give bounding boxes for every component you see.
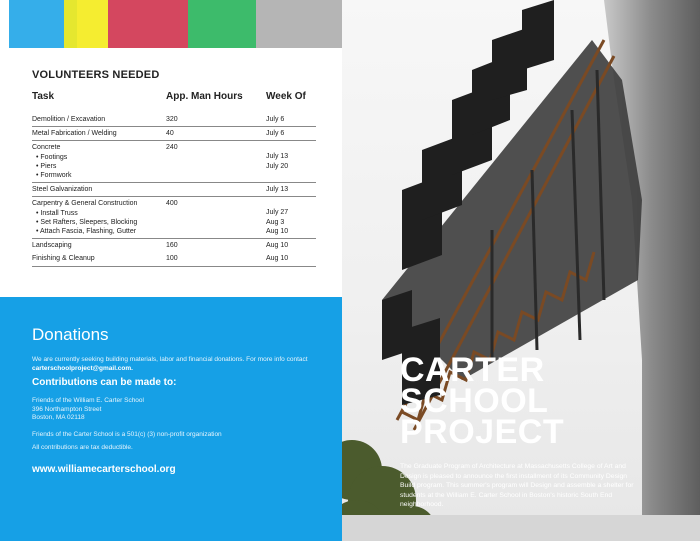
- subtask-label: • Footings: [36, 153, 68, 161]
- nonprofit-note: Friends of the Carter School is a 501(c) (3) non-profit organization: [32, 431, 222, 438]
- table-row: [32, 197, 316, 239]
- task-label: Concrete: [32, 144, 61, 152]
- week-label: Aug 3: [266, 218, 285, 226]
- donations-panel: [0, 297, 342, 541]
- address-line: Boston, MA 02118: [32, 414, 85, 422]
- subtask-label: • Piers: [36, 162, 57, 170]
- table-row: [32, 127, 316, 141]
- project-title-line: CARTER: [400, 351, 545, 389]
- task-column-header: Task: [32, 91, 55, 102]
- week-label: [266, 143, 316, 152]
- volunteers-title: VOLUNTEERS NEEDED: [32, 69, 160, 81]
- left-panel: [0, 0, 342, 541]
- project-description: The Graduate Program of Architecture at Massachusetts College of Art and Design is pleased to announce the first installment of its Community Design Build program. This summer's program will Design and assemble a shelter for students at the William E. Carter School in Boston's historic South End neighborhood.: [400, 463, 634, 508]
- hours-cell: 240: [166, 141, 266, 183]
- volunteers-table-body: [32, 113, 316, 266]
- table-row: [32, 113, 316, 127]
- color-swatch-green: [188, 0, 256, 48]
- week-cell: [266, 239, 316, 253]
- week-label: July 6: [266, 116, 285, 123]
- donations-title: Donations: [32, 325, 109, 344]
- hours-cell: 320: [166, 113, 266, 127]
- volunteers-table: [32, 88, 316, 267]
- week-label: July 13: [266, 186, 289, 194]
- task-label: Finishing & Cleanup: [32, 255, 95, 263]
- tax-note: All contributions are tax deductible.: [32, 444, 133, 451]
- task-cell: [32, 197, 166, 239]
- week-label: [266, 199, 316, 208]
- week-label: July 27: [266, 209, 289, 217]
- contributions-title: Contributions can be made to:: [32, 377, 177, 388]
- table-row: [32, 239, 316, 253]
- subtask-label: • Formwork: [36, 172, 72, 180]
- hours-cell: 100: [166, 252, 266, 266]
- subtask-label: • Set Rafters, Sleepers, Blocking: [36, 218, 138, 226]
- task-cell: [32, 239, 166, 253]
- task-cell: [32, 141, 166, 183]
- task-cell: [32, 127, 166, 141]
- volunteers-header-row: [32, 88, 316, 113]
- color-swatch-yellow: [64, 0, 114, 48]
- address-line: Friends of the William E. Carter School: [32, 397, 144, 404]
- shelter-photo: [342, 0, 700, 541]
- color-swatch-grey: [256, 0, 342, 48]
- task-label: Metal Fabrication / Welding: [32, 130, 117, 138]
- ground: [342, 515, 700, 541]
- color-swatch-red: [108, 0, 188, 48]
- week-cell: [266, 252, 316, 266]
- task-cell: [32, 252, 166, 266]
- week-label: July 13: [266, 153, 289, 161]
- week-cell: [266, 141, 316, 183]
- website-link[interactable]: www.williamecarterschool.org: [32, 464, 176, 475]
- week-label: Aug 10: [266, 255, 289, 263]
- week-cell: [266, 197, 316, 239]
- week-column-header: Week Of: [266, 91, 306, 102]
- donations-body: We are currently seeking building materials, labor and financial donations. For more info contact: [32, 356, 308, 363]
- project-title: [400, 351, 565, 451]
- subtask-label: • Attach Fascia, Flashing, Gutter: [36, 228, 137, 236]
- week-cell: [266, 183, 316, 197]
- task-cell: [32, 183, 166, 197]
- task-cell: [32, 113, 166, 127]
- donations-text: [32, 355, 324, 373]
- hours-cell: 400: [166, 197, 266, 239]
- week-cell: [266, 127, 316, 141]
- address-line: 396 Northampton Street: [32, 405, 102, 413]
- subtask-label: • Install Truss: [36, 209, 78, 217]
- week-label: Aug 10: [266, 242, 289, 250]
- hours-column-header: App. Man Hours: [166, 91, 243, 102]
- task-label: Landscaping: [32, 242, 72, 250]
- task-label: Demolition / Excavation: [32, 116, 106, 123]
- project-photo-panel: [342, 0, 700, 541]
- contact-email[interactable]: carterschoolproject@gmail.com.: [32, 365, 133, 372]
- table-row: [32, 183, 316, 197]
- project-title-line: PROJECT: [400, 413, 565, 451]
- mailing-address: [32, 397, 144, 423]
- task-label: Carpentry & General Construction: [32, 200, 138, 208]
- week-label: July 20: [266, 162, 289, 170]
- week-label: Aug 10: [266, 227, 289, 235]
- project-title-line: SCHOOL: [400, 382, 549, 420]
- hours-cell: [166, 183, 266, 197]
- hours-cell: 40: [166, 127, 266, 141]
- week-label: July 6: [266, 130, 285, 138]
- hours-cell: 160: [166, 242, 178, 250]
- table-row: [32, 141, 316, 183]
- task-label: Steel Galvanization: [32, 186, 93, 194]
- week-cell: [266, 113, 316, 127]
- table-row: [32, 252, 316, 266]
